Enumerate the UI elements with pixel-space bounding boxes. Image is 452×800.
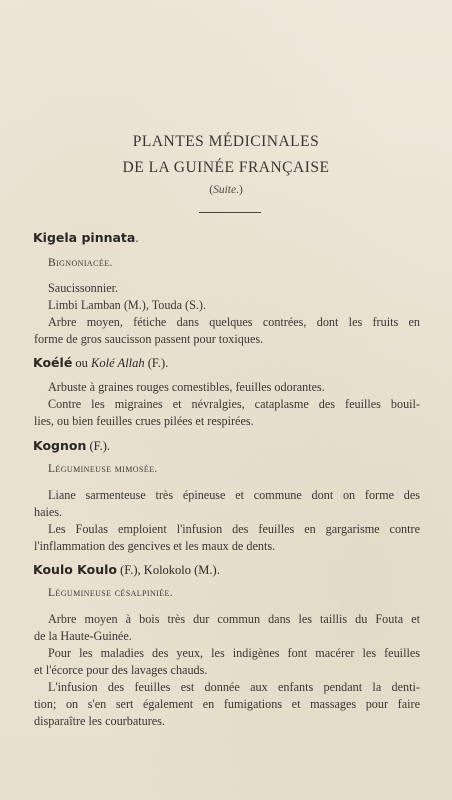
entry-text-line: Arbre moyen, fétiche dans quelques contrées, dont les fruits en	[48, 315, 420, 329]
entry-text-line: Liane sarmenteuse très épineuse et commune dont on forme des	[48, 488, 420, 502]
entry-text-line: Arbuste à graines rouges comestibles, feuilles odorantes.	[48, 380, 325, 394]
entry-name: Koélé	[33, 355, 73, 370]
title-divider	[199, 212, 261, 213]
entry-name: Koulo Koulo	[33, 562, 118, 577]
entry-text-line: L'infusion des feuilles est donnée aux enfants pendant la denti-	[48, 680, 420, 694]
entry-text-line: Arbre moyen à bois très dur commun dans les taillis du Fouta et	[48, 612, 420, 626]
entry-family-kigela: Bignoniacée.	[48, 257, 113, 269]
entry-text-line: Les Foulas emploient l'infusion des feuilles en gargarisme contre	[48, 522, 420, 536]
entry-text-line: l'inflammation des gencives et les maux de dents.	[34, 539, 276, 553]
entry-text-line: Limbi Lamban (M.), Touda (S.).	[48, 298, 207, 312]
entry-heading-koulo: Koulo Koulo (F.), Kolokolo (M.).	[33, 562, 220, 577]
entry-heading-koele: Koélé ou Kolé Allah (F.).	[33, 355, 169, 370]
entry-family-koulo: Légumineuse césalpiniée.	[48, 587, 174, 599]
entry-text-line: forme de gros saucisson passent pour toxiques.	[34, 332, 264, 346]
entry-name: Kognon	[33, 438, 87, 453]
page-title-line1: PLANTES MÉDICINALES	[132, 133, 320, 150]
entry-text-line: tion; on s'en sert également en fumigations et massages pour faire	[34, 697, 420, 711]
entry-heading-kognon: Kognon (F.).	[33, 438, 111, 453]
entry-heading-kigela: Kigela pinnata.	[33, 230, 139, 245]
entry-text-line: Saucissonnier.	[48, 281, 119, 295]
entry-text-line: lies, ou bien feuilles crues pilées et respirées.	[34, 414, 254, 428]
entry-text-line: de la Haute-Guinée.	[34, 629, 132, 643]
entry-text-line: Contre les migraines et névralgies, cataplasme des feuilles bouil-	[48, 397, 420, 411]
suite-label: (Suite.)	[209, 184, 243, 196]
entry-name: Kigela pinnata	[33, 230, 136, 245]
page-title-line2: DE LA GUINÉE FRANÇAISE	[122, 159, 330, 176]
entry-text-line: haies.	[34, 505, 63, 519]
entry-text-line: disparaître les courbatures.	[34, 714, 165, 728]
entry-text-line: et l'écorce pour des lavages chauds.	[34, 663, 208, 677]
entry-text-line: Pour les maladies des yeux, les indigènes font macérer les feuilles	[48, 646, 420, 660]
entry-family-kognon: Légumineuse mimosée.	[48, 463, 158, 475]
